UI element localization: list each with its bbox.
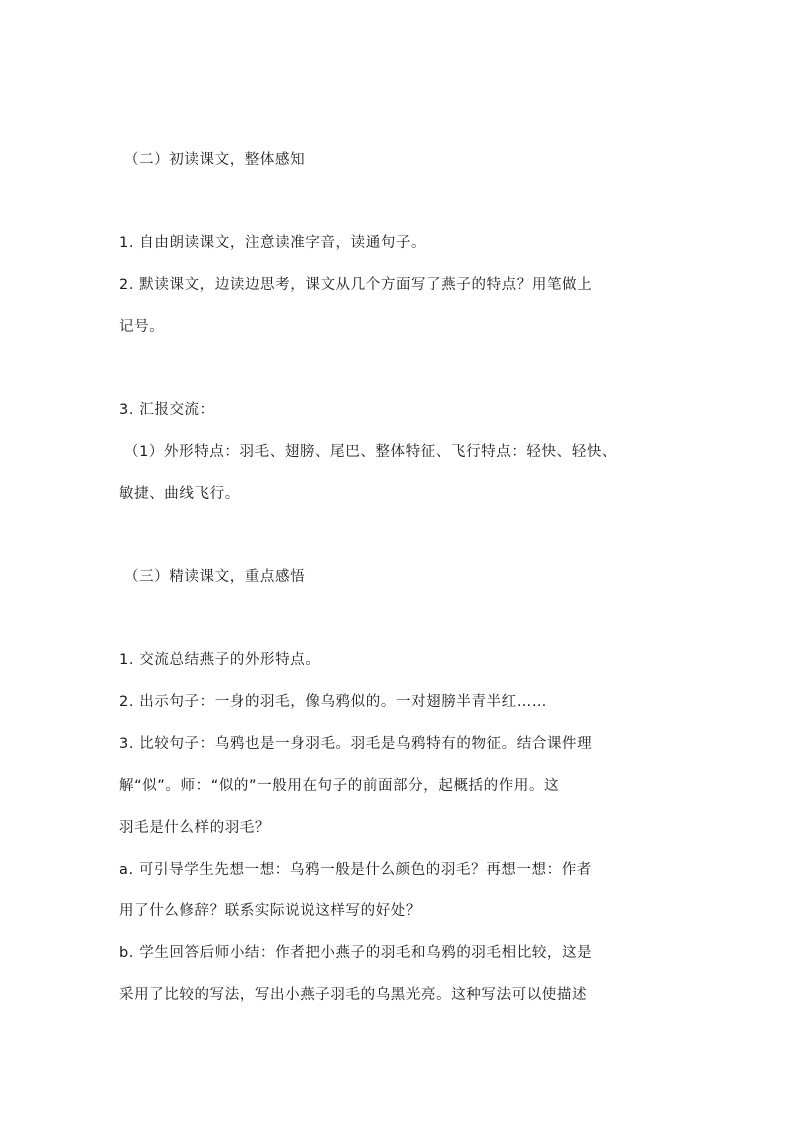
paragraph-line: 记号。 [119, 319, 165, 335]
paragraph-line: 羽毛是什么样的羽毛？ [119, 820, 270, 836]
paragraph-line: 3. 比较句子：乌鸦也是一身羽毛。羽毛是乌鸦特有的物征。结合课件理 [119, 736, 593, 752]
paragraph-line: 1. 自由朗读课文，注意读准字音，读通句子。 [119, 235, 427, 251]
paragraph-line: 2. 默读课文，边读边思考，课文从几个方面写了燕子的特点？用笔做上 [119, 277, 593, 293]
paragraph-line: b. 学生回答后师小结：作者把小燕子的羽毛和乌鸦的羽毛相比较，这是 [119, 945, 593, 961]
paragraph-line: 敏捷、曲线飞行。 [119, 486, 240, 502]
paragraph-line: 解“似”。师：“似的”一般用在句子的前面部分，起概括的作用。这 [119, 778, 560, 794]
paragraph-line: 3. 汇报交流： [119, 402, 215, 418]
section-heading-3: （三）精读课文，重点感悟 [124, 569, 306, 585]
paragraph-line: （1）外形特点：羽毛、翅膀、尾巴、整体特征、飞行特点：轻快、轻快、 [124, 444, 618, 460]
section-heading-2: （二）初读课文，整体感知 [124, 152, 306, 168]
paragraph-line: 采用了比较的写法，写出小燕子羽毛的乌黑光亮。这种写法可以使描述 [119, 987, 588, 1003]
paragraph-line: 用了什么修辞？联系实际说说这样写的好处？ [119, 903, 421, 919]
paragraph-line: a. 可引导学生先想一想：乌鸦一般是什么颜色的羽毛？再想一想：作者 [119, 862, 592, 878]
paragraph-line: 2. 出示句子：一身的羽毛，像乌鸦似的。一对翅膀半青半红…… [119, 694, 547, 710]
paragraph-line: 1. 交流总结燕子的外形特点。 [119, 652, 321, 668]
